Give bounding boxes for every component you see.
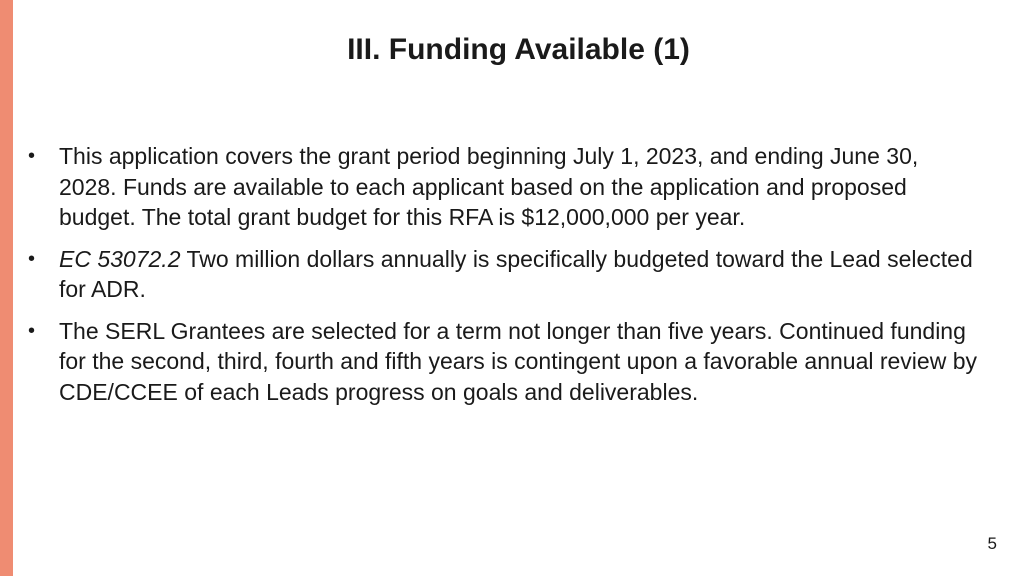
accent-bar [0, 0, 13, 576]
page-number: 5 [987, 534, 997, 553]
bullet-text: This application covers the grant period beginning July 1, 2023, and ending June 30, 2028. Funds are available to each applicant based on the application and proposed budget. The total grant budget for this RFA is $12,000,000 per year. [59, 143, 919, 230]
bullet-text: The SERL Grantees are selected for a term not longer than five years. Continued funding for the second, third, fourth and fifth years is contingent upon a favorable annual review by CDE/CCEE of each Leads progress on goals and deliverables. [59, 317, 978, 405]
bullet-marker: • [28, 319, 36, 342]
bullet-item [28, 316, 978, 408]
bullet-item [28, 141, 978, 233]
bullet-marker: • [28, 145, 36, 167]
education-code-citation: EC 53072.2 [59, 245, 181, 272]
bullet-text: Two million dollars annually is specifically budgeted toward the Lead selected for ADR. [59, 245, 973, 302]
bullet-list [28, 141, 978, 418]
slide-title: III. Funding Available (1) [347, 33, 690, 66]
bullet-marker: • [28, 247, 36, 270]
bullet-item [28, 244, 978, 305]
